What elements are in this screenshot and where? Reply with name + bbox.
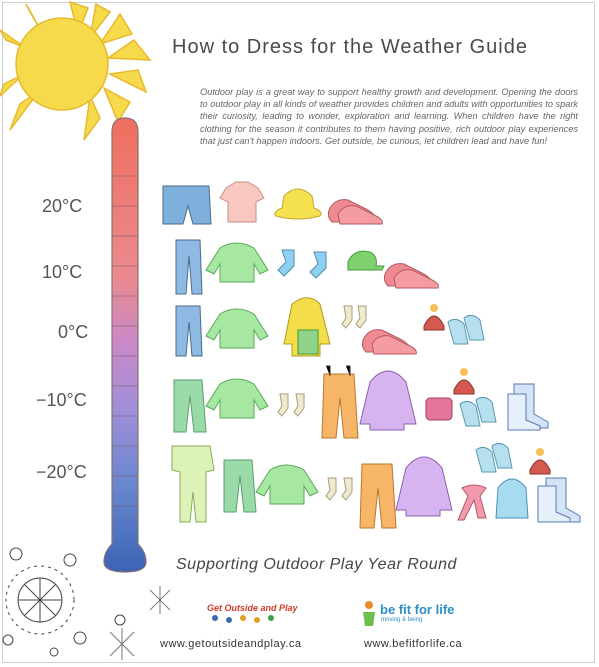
wool-socks-icon — [326, 478, 352, 500]
sweatshirt-icon — [256, 465, 318, 504]
snow-pants-icon — [360, 464, 396, 528]
puffer-jacket-icon — [360, 371, 416, 430]
long-underwear-icon — [172, 446, 214, 522]
temp-label-0: 0°C — [58, 322, 89, 342]
denim-shorts-icon — [163, 186, 211, 224]
cap-icon — [348, 251, 384, 270]
sweatshirt-icon — [206, 309, 268, 348]
page-title: How to Dress for the Weather Guide — [172, 36, 528, 58]
balaclava-icon — [496, 479, 528, 518]
puffer-jacket-icon — [396, 457, 452, 516]
sneakers-icon — [362, 330, 416, 354]
neck-warmer-icon — [426, 398, 452, 420]
link-befitforlife[interactable]: www.befitforlife.ca — [364, 638, 463, 650]
mittens-icon — [448, 315, 484, 344]
rain-jacket-icon — [284, 298, 330, 356]
intro-paragraph: Outdoor play is a great way to support healthy growth and development. Opening the doors to outdoor play in all kinds of weather provides children and adults with opportunities to spark their curiosity, leading to wonder, exploration and learning. When children have the right clothing for the season it contributes to them having positive, rich outdoor play experiences that just can't happen indoors. Get outside, be curious, let children lead and have fun! — [200, 87, 578, 146]
person-icon — [360, 600, 378, 626]
socks-icon — [342, 306, 366, 328]
scarf-icon — [458, 485, 486, 520]
snow-pants-icon — [322, 366, 358, 438]
get-outside-and-play-logo — [205, 600, 298, 629]
link-getoutsideandplay[interactable]: www.getoutsideandplay.ca — [160, 638, 302, 650]
logo-tagline: moving & being — [381, 617, 423, 623]
kids-logo-icon — [205, 600, 298, 626]
logo-name: be fit for life — [380, 602, 455, 617]
snowflake-icon — [0, 540, 180, 665]
sweatpants-icon — [224, 460, 256, 512]
toque-icon — [530, 448, 550, 474]
mittens-icon — [476, 443, 512, 472]
svg-text:Get Outside and Play: Get Outside and Play — [207, 603, 298, 613]
temp-label-10: 10°C — [42, 262, 83, 282]
mittens-icon — [460, 397, 496, 426]
sweatshirt-icon — [206, 379, 268, 418]
socks-icon — [278, 250, 326, 278]
toque-icon — [454, 368, 474, 394]
t-shirt-icon — [220, 182, 264, 222]
footer-tagline: Supporting Outdoor Play Year Round — [176, 556, 457, 573]
jeans-icon — [176, 240, 202, 294]
be-fit-for-life-logo — [360, 600, 455, 631]
sweatpants-icon — [174, 380, 206, 432]
snow-boots-icon — [538, 478, 580, 522]
temp-label-minus-10: −10°C — [36, 390, 87, 410]
snow-boots-icon — [508, 384, 548, 430]
temp-label-minus-20: −20°C — [36, 462, 87, 482]
wool-socks-icon — [278, 394, 304, 416]
sneakers-icon — [328, 200, 382, 224]
sun-hat-icon — [275, 189, 321, 219]
toque-icon — [424, 304, 444, 330]
temp-label-20: 20°C — [42, 196, 83, 216]
sweatshirt-icon — [206, 243, 268, 282]
sneakers-icon — [384, 264, 438, 288]
jeans-icon — [176, 306, 202, 356]
